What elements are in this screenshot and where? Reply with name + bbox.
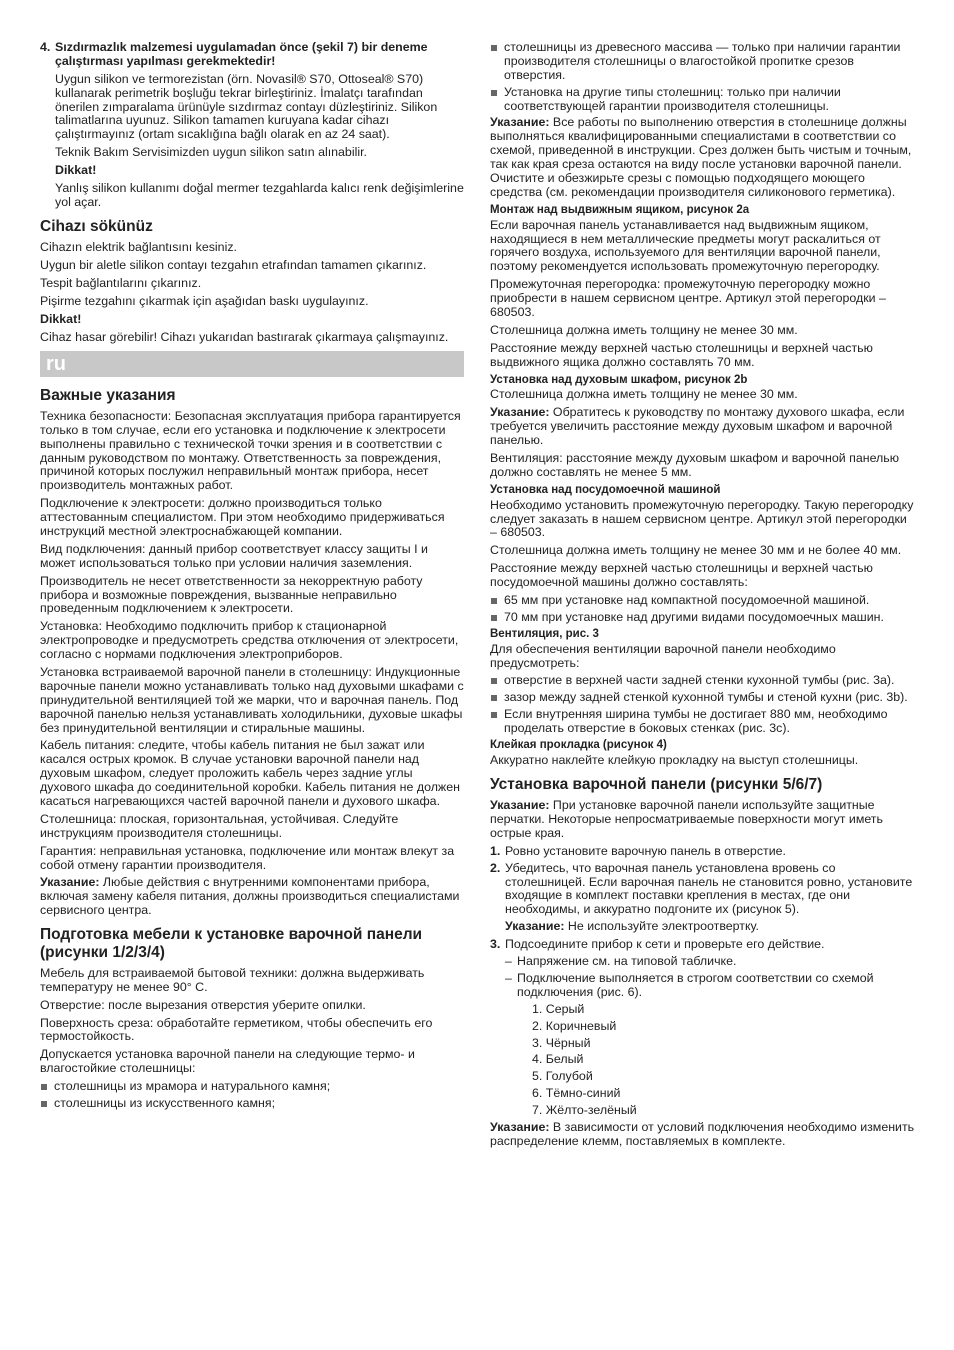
paragraph: Столешница должна иметь толщину не менее 30 мм. [490,322,798,337]
warning-text: Yanlış silikon kullanımı doğal mermer tezgahlarda kalıcı renk değişimlerine yol açar. [55,181,464,209]
wire-color-item: 1. Серый [532,1001,585,1016]
paragraph: Допускается установка варочной панели на следующие термо- и влагостойкие столешницы: [40,1047,415,1076]
note-text: В зависимости от условий подключения необходимо изменить распределение клемм, поставляемых в комплекте. [490,1119,915,1148]
remove-line: Uygun bir aletle silikon contayı tezgahın etrafından tamamen çıkarınız. [40,258,427,273]
dash-text: Напряжение см. на типовой табличке. [517,954,737,969]
subsection-title-drawer: Монтаж над выдвижным ящиком, рисунок 2a [490,203,750,216]
section-title-remove: Cihazı sökünüz [40,217,153,235]
language-code: ru [46,352,66,375]
subsection-title-ventilation: Вентиляция, рис. 3 [490,627,599,640]
bullet-item: зазор между задней стенкой кухонной тумбы и стеной кухни (рис. 3b). [490,691,916,705]
note-text: При установке варочной панели используйте защитные перчатки. Некоторые непросматриваемые поверхности могут иметь острые края. [490,798,883,840]
paragraph: Отверстие: после вырезания отверстия уберите опилки. [40,997,366,1012]
step-4-heading: Sızdırmazlık malzemesi uygulamadan önce (şekil 7) bir deneme çalıştırması yapılması gerekmektedir! [55,40,428,68]
note-text: Обратитесь к руководству по монтажу духового шкафа, если требуется увеличить расстояние между духовым шкафом и варочной панелью. [490,405,905,448]
paragraph: Подключение к электросети: должно производиться только аттестованным специалистом. При этом необходимо придерживаться инструкций местной электроснабжающей компании. [40,496,445,538]
step-number: 1. [490,843,501,858]
note [490,406,916,448]
dash-item [490,955,916,969]
paragraph: Столешница: плоская, горизонтальная, устойчивая. Следуйте инструкциям производителя столешницы. [40,811,399,840]
tr-step-4 [40,41,464,210]
note [40,876,464,918]
step-number: 3. [490,937,501,952]
note-text: Любые действия с внутренними компонентами прибора, включая замену кабеля питания, должны производиться специалистами сервисного центра. [40,875,460,918]
wire-color-item: 7. Жёлто-зелёный [532,1103,637,1118]
paragraph: Столешница должна иметь толщину не менее 30 мм и не более 40 мм. [490,543,902,558]
bullet-item: столешницы из древесного массива — только при наличии гарантии производителя столешницы о влагостойкой пропитке срезов отверстия. [490,41,916,83]
remove-line: Cihazın elektrik bağlantısını kesiniz. [40,240,237,255]
step-text: Убедитесь, что варочная панель установлена вровень со столешницей. Если варочная панель не становится ровно, установите входящие в комплект поставки крепления в местах, где они необходимы, и аккуратно подгоните их (рисунок 5). [505,860,913,917]
note-text: Не используйте электроотвертку. [564,919,759,934]
warning-title: Dikkat! [55,163,97,178]
wire-color-item: 3. Чёрный [532,1035,591,1050]
paragraph: Техника безопасности: Безопасная эксплуатация прибора гарантируется только в том случае, если его установка и подключение к электросети выполнены правильно с технической точки зрения и в соответствии с данным руководством по монтажу. Ответственность за повреждения, причиной которых послужил неправильный монтаж прибора, несет производитель монтажных работ. [40,408,461,493]
bullet-item: столешницы из мрамора и натурального камня; [40,1080,464,1094]
step-4-service: Teknik Bakım Servisimizden uygun silikon satın alınabilir. [55,145,367,160]
bullet-item: 65 мм при установке над компактной посудомоечной машиной. [490,594,916,608]
language-bar [40,351,464,377]
paragraph: Необходимо установить промежуточную перегородку. Такую перегородку следует заказать в нашем сервисном центре. Артикул этой перегородки – 680503. [490,497,914,540]
bullet-item: 70 мм при установке над другими видами посудомоечных машин. [490,611,916,625]
note-label: Указание: [490,798,550,813]
right-column [490,41,916,1153]
paragraph: Расстояние между верхней частью столешницы и верхней частью посудомоечной машины должно составлять: [490,561,873,590]
paragraph: Вид подключения: данный прибор соответствует классу защиты I и может использоваться только при условии наличия заземления. [40,541,428,570]
note-label: Указание: [490,115,550,130]
paragraph: Аккуратно наклейте клейкую прокладку на выступ столешницы. [490,752,859,767]
remove-line: Pişirme tezgahını çıkarmak için aşağıdan baskı uygulayınız. [40,293,369,308]
warning-title: Dikkat! [40,311,82,326]
note-label: Указание: [40,875,100,890]
subsection-title-gasket: Клейкая прокладка (рисунок 4) [490,739,667,752]
wire-color-item: 4. Белый [532,1052,584,1067]
warning-text: Cihaz hasar görebilir! Cihazı yukarıdan bastırarak çıkarmaya çalışmayınız. [40,329,449,344]
step-text: Подсоедините прибор к сети и проверьте его действие. [505,937,825,952]
dash-symbol: – [505,970,512,985]
paragraph: Установка встраиваемой варочной панели в столешницу: Индукционные варочные панели можно устанавливать только над духовыми шкафами с принудительной вентиляцией той же марки, что и варочная панель. Под варочной панелью нельзя устанавливать холодильники, духовые шкафы без принудительной вентиляции и стиральные машины. [40,665,464,735]
step-number: 2. [490,860,501,875]
paragraph: Кабель питания: следите, чтобы кабель питания не был зажат или касался острых кромок. В случае установки варочной панели над духовым шкафом, следует проложить кабель через задние углы духового шкафа до соединительной коробки. Кабель питания не должен касаться нагревающихся частей варочной панели и духового шкафа. [40,738,460,809]
paragraph: Установка: Необходимо подключить прибор к стационарной электропроводке и предусмотреть средства отключения от электросети, согласно с нормами подключения электроприборов. [40,619,459,662]
dash-item [490,972,916,1000]
note [490,799,916,841]
note-label: Указание: [505,919,565,934]
remove-line: Tespit bağlantılarını çıkarınız. [40,275,202,290]
note-label: Указание: [490,1119,550,1134]
paragraph: Производитель не несет ответственности за некорректную работу прибора и возможные повреждения, вызванные неправильно проведенным подключением к электросети. [40,573,423,616]
bullet-item: Установка на другие типы столешниц: только при наличии соответствующей гарантии производителя столешницы. [490,86,916,114]
paragraph: Гарантия: неправильная установка, подключение или монтаж влекут за собой отмену гарантии производителя. [40,843,455,872]
step-4-text: Uygun silikon ve termorezistan (örn. Novasil® S70, Ottoseal® S70) kullanarak perimetrik boşluğu tekrar birleştiriniz. İmalatçı tarafından önerilen zımparalama ürünüyle sızdırmaz contayı düzleştiriniz. Silikon talimatlarına uyunuz. Silikon tamamen kuruyana kadar cihazı çalıştırmayınız (ortam sıcaklığına bağlı olarak en az 24 saat). [55,71,438,142]
note [490,1121,916,1149]
dash-symbol: – [505,954,512,969]
step-text: Ровно установите варочную панель в отверстие. [505,843,786,858]
note-text: Все работы по выполнению отверстия в столешнице должны выполняться квалифицированными специалистами в соответствии со схемой, приведенной в инструкции. Срез должен быть чистым и точным, так как края среза остаются на виду после установки варочной панели. Очистите и обезжирьте срезы с помощью подходящего моющего средства (см. рекомендации производителя силиконового герметика). [490,115,912,199]
paragraph: Вентиляция: расстояние между духовым шкафом и варочной панелью должно составлять не менее 5 мм. [490,451,900,479]
subsection-title-oven: Установка над духовым шкафом, рисунок 2b [490,373,748,386]
wire-color-item: 5. Голубой [532,1069,593,1084]
paragraph: Для обеспечения вентиляции варочной панели необходимо предусмотреть: [490,641,836,670]
section-title-install: Установка варочной панели (рисунки 5/6/7) [490,775,823,793]
paragraph: Если варочная панель устанавливается над выдвижным ящиком, находящиеся в нем металлические предметы могут раскалиться от горячего воздуха, используемого для вентиляции варочной панели, поэтому рекомендуется использовать промежуточную перегородку. [490,217,881,274]
section-title-furniture: Подготовка мебели к установке варочной панели (рисунки 1/2/3/4) [40,926,423,961]
step-2-note [490,920,916,934]
subsection-title-dishwasher: Установка над посудомоечной машиной [490,483,721,496]
install-step-1 [490,845,916,859]
install-step-2 [490,862,916,918]
wire-color-item: 6. Тёмно-синий [532,1086,621,1101]
note-label: Указание: [490,405,550,420]
paragraph: Поверхность среза: обработайте герметиком, чтобы обеспечить его термостойкость. [40,1015,433,1044]
note [490,116,916,199]
paragraph: Столешница должна иметь толщину не менее 30 мм. [490,387,798,402]
dash-text: Подключение выполняется в строгом соответствии со схемой подключения (рис. 6). [517,970,874,999]
bullet-item: столешницы из искусственного камня; [40,1097,464,1111]
install-step-3 [490,938,916,952]
wire-color-item: 2. Коричневый [532,1018,617,1033]
bullet-item: Если внутренняя ширина тумбы не достигает 880 мм, необходимо проделать отверстие в боковых стенках (рис. 3c). [490,708,916,736]
left-column [40,41,464,1114]
paragraph: Расстояние между верхней частью столешницы и верхней частью выдвижного ящика должно составлять 70 мм. [490,340,873,369]
paragraph: Мебель для встраиваемой бытовой техники: должна выдерживать температуру не менее 90° C. [40,965,425,994]
step-number: 4. [40,40,51,54]
bullet-item: отверстие в верхней части задней стенки кухонной тумбы (рис. 3a). [490,674,916,688]
section-title-important: Важные указания [40,386,176,404]
paragraph: Промежуточная перегородка: промежуточную перегородку можно приобрести в нашем сервисном центре. Артикул этой перегородки – 680503. [490,277,886,320]
